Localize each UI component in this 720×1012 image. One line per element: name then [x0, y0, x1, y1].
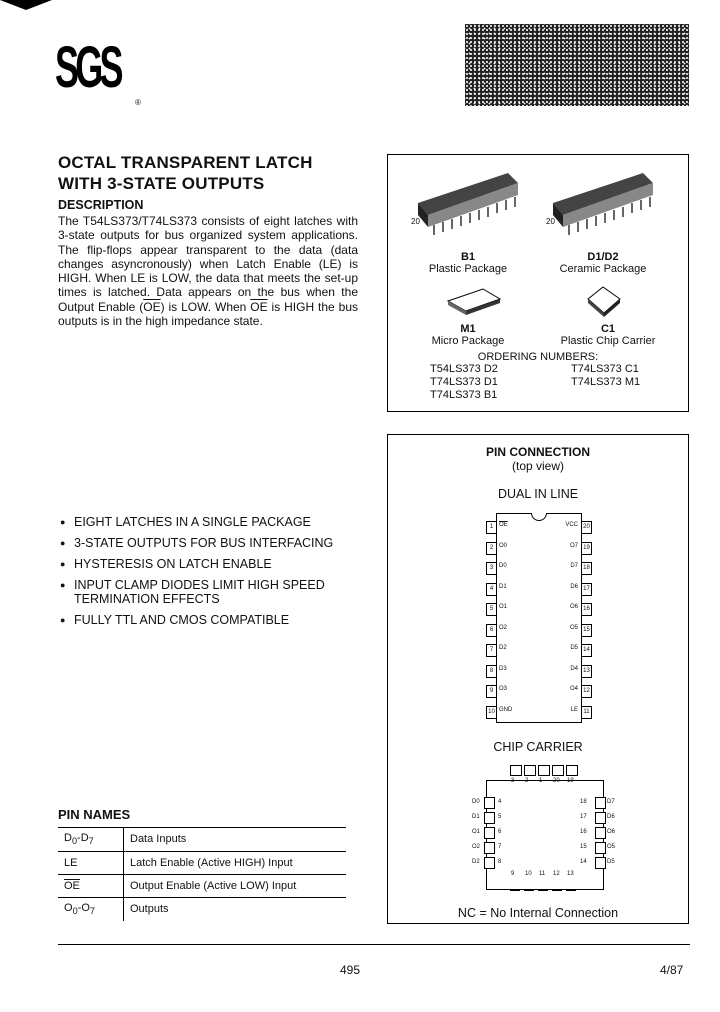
cc-left-pad: [484, 797, 495, 809]
cc-left-pad: [484, 827, 495, 839]
dil-pin-number: 12: [581, 685, 592, 698]
ordering-number: T74LS373 M1: [571, 376, 641, 388]
dil-pin-signal: O7: [569, 542, 578, 549]
dil-pin-number: 17: [581, 583, 592, 596]
pin20-label: 20: [411, 217, 420, 226]
dil-pin-number: 18: [581, 562, 592, 575]
cc-pin-number: 12: [553, 871, 560, 877]
pin-cell: LE: [58, 852, 124, 875]
feature-list: [60, 512, 333, 631]
dil-notch: [531, 513, 547, 521]
cc-pin-number: 14: [580, 859, 587, 865]
dil-pin-number: 10: [486, 706, 497, 719]
cc-top-pad: [510, 765, 522, 776]
registered-mark: ®: [135, 98, 141, 107]
dil-pin-signal: O4: [569, 686, 578, 692]
ordering-heading: ORDERING NUMBERS:: [477, 351, 599, 363]
dil-pin-signal: O2: [499, 624, 508, 631]
micro-package-icon: [448, 289, 500, 315]
cc-signal: O6: [607, 829, 616, 835]
dil-pin-number: 1: [486, 521, 497, 534]
desc-cell: Output Enable (Active LOW) Input: [124, 875, 347, 898]
feature-item: ● INPUT CLAMP DIODES LIMIT HIGH SPEED: [60, 575, 333, 596]
package-box: [387, 154, 689, 412]
dil-pin-signal: D7: [570, 563, 578, 569]
cc-bottom-pad: [538, 890, 548, 897]
dil-pin-number: 19: [581, 542, 592, 555]
cc-right-pad: [595, 797, 606, 809]
pin-names-heading: PIN NAMES: [58, 807, 131, 822]
cc-right-pad: [595, 827, 606, 839]
cc-pin-number: 9: [511, 871, 515, 877]
dil-pin-number: 14: [581, 644, 592, 657]
cc-pin-number: 10: [525, 871, 532, 877]
dil-pin-number: 7: [486, 644, 497, 657]
cc-signal: D5: [607, 859, 615, 865]
description-heading: DESCRIPTION: [58, 198, 144, 212]
cc-top-pad: [524, 765, 536, 776]
pin-connection-heading: PIN CONNECTION: [485, 445, 590, 459]
cc-top-pad: [552, 765, 564, 776]
dil-pin-number: 20: [581, 521, 592, 534]
desc-cell: Latch Enable (Active HIGH) Input: [124, 852, 347, 875]
dil-pin-number: 13: [581, 665, 592, 678]
cc-bottom-pad: [552, 890, 562, 897]
cc-top-pad: [538, 765, 550, 776]
cc-top-pad: [566, 765, 578, 776]
feature-item: ● FULLY TTL AND CMOS COMPATIBLE: [60, 610, 333, 631]
feature-item: ● EIGHT LATCHES IN A SINGLE PACKAGE: [60, 512, 333, 533]
dil-pin-signal: D5: [570, 645, 578, 651]
cc-signal: D6: [607, 814, 615, 820]
cc-pin-number: 15: [580, 844, 587, 850]
desc-cell: Outputs: [124, 898, 347, 922]
cc-pin-number: 20: [553, 778, 560, 784]
dip-d1-icon: [553, 173, 653, 235]
print-date: 4/87: [660, 963, 684, 977]
page-title: OCTAL TRANSPARENT LATCH WITH 3-STATE OUTPUTS: [58, 153, 313, 193]
dil-pin-signal: D0: [499, 563, 507, 569]
table-row: [58, 898, 346, 922]
dil-pin-signal: O6: [569, 604, 578, 610]
corner-mark: [0, 0, 52, 10]
cc-pin-number: 11: [539, 871, 546, 877]
cc-pin-number: 7: [498, 844, 502, 850]
ordering-number: T74LS373 C1: [571, 363, 639, 375]
cc-bottom-pad: [524, 890, 534, 897]
dil-pin-number: 8: [486, 665, 497, 678]
cc-pin-number: 13: [567, 871, 574, 877]
cc-signal: O2: [472, 844, 481, 850]
cc-left-pad: [484, 842, 495, 854]
dip-b1-icon: [418, 173, 518, 235]
cc-pin-number: 6: [498, 829, 502, 835]
cc-pin-number: 19: [567, 778, 574, 784]
ordering-number: T74LS373 B1: [430, 389, 498, 401]
cc-pin-number: 1: [539, 778, 543, 784]
table-row: [58, 852, 346, 875]
dil-pin-signal: D6: [570, 583, 578, 590]
chip-carrier-icon: [588, 287, 620, 317]
m1-caption: M1 Micro Package: [431, 323, 505, 347]
cc-pin-number: 3: [511, 778, 515, 784]
description-text: The T54LS373/T74LS373 consists of eight latches with 3-state outputs for bus organized system applications. The flip-flops appear transparent to the data (data changes asyncronously) when Latch Enable (LE) is HIGH. When LE is LOW, the data that meets the set-up times is latched. Data appears on the bus when the Output Enable $(\overline{OE})$ is LOW. When $\overline{OE}$ is HIGH the bus outputs is in the high impedance state.: [58, 214, 358, 329]
cc-left-pad: [484, 812, 495, 824]
dil-pin-number: 6: [486, 624, 497, 637]
page-number: 495: [340, 963, 361, 977]
cc-pin-number: 18: [580, 799, 587, 805]
stipple-graphic: [465, 24, 689, 106]
pin-connection-box: [387, 434, 689, 924]
dil-pin-signal: D1: [499, 583, 507, 590]
dil-pin-signal: GND: [499, 706, 513, 713]
cc-pin-number: 17: [580, 814, 587, 820]
feature-item: ● 3-STATE OUTPUTS FOR BUS INTERFACING: [60, 533, 333, 554]
cc-signal: D1: [472, 814, 480, 820]
dil-pin-number: 2: [486, 542, 497, 555]
dil-pin-signal: LE: [570, 706, 578, 713]
dil-pin-number: 16: [581, 603, 592, 616]
cc-signal: D2: [472, 859, 480, 865]
cc-signal: D7: [607, 799, 615, 805]
ordering-number: T74LS373 D1: [430, 376, 498, 388]
pin20-label: 20: [546, 217, 555, 226]
cc-bottom-pad: [566, 890, 576, 897]
cc-pin-number: 16: [580, 829, 587, 835]
b1-caption: B1 Plastic Package: [428, 251, 508, 275]
cc-right-pad: [595, 812, 606, 824]
ordering-number: T54LS373 D2: [430, 363, 498, 375]
dil-pin-signal: D3: [499, 665, 507, 672]
dil-pin-number: 15: [581, 624, 592, 637]
dil-pin-signal: O0: [499, 542, 508, 549]
pin-names-table: [58, 827, 346, 921]
dil-pin-signal: VCC: [565, 522, 578, 528]
dil-pin-number: 3: [486, 562, 497, 575]
chip-carrier-title: CHIP CARRIER: [493, 740, 583, 754]
cc-signal: O1: [472, 829, 481, 835]
table-row: [58, 875, 346, 898]
desc-cell: Data Inputs: [124, 828, 347, 852]
cc-pin-number: 8: [498, 859, 502, 865]
pin-cell: $O_0-O_7$: [58, 898, 124, 922]
dil-pin-signal: O3: [499, 686, 508, 692]
dil-pin-signal: $\overline{OE}$: [499, 522, 508, 528]
pin-cell: $D_0-D_7$: [58, 828, 124, 852]
dil-pin-signal: O1: [499, 604, 508, 610]
top-view-label: (top view): [511, 459, 564, 473]
nc-note: NC = No Internal Connection: [457, 906, 619, 920]
cc-signal: O5: [607, 844, 616, 850]
cc-left-pad: [484, 857, 495, 869]
dil-pin-number: 4: [486, 583, 497, 596]
cc-bottom-pad: [510, 890, 520, 897]
sgs-logo: SGS: [55, 35, 120, 100]
table-row: [58, 828, 346, 852]
cc-pin-number: 5: [498, 814, 502, 820]
feature-item-continued: TERMINATION EFFECTS: [74, 592, 220, 606]
dil-pin-signal: D2: [499, 645, 507, 651]
dil-pin-number: 9: [486, 685, 497, 698]
cc-signal: D0: [472, 799, 480, 805]
dil-title: DUAL IN LINE: [497, 487, 579, 501]
dil-pin-number: 5: [486, 603, 497, 616]
footer-rule: [58, 944, 690, 945]
cc-right-pad: [595, 857, 606, 869]
feature-item: ● HYSTERESIS ON LATCH ENABLE: [60, 554, 333, 575]
dil-pin-number: 11: [581, 706, 592, 719]
dil-pin-signal: D4: [570, 665, 578, 672]
cc-right-pad: [595, 842, 606, 854]
c1-caption: C1 Plastic Chip Carrier: [560, 323, 656, 347]
cc-pin-number: 4: [498, 799, 502, 805]
dil-pin-signal: O5: [569, 624, 578, 631]
pin-cell: $\overline{OE}$: [58, 875, 124, 898]
cc-pin-number: 2: [525, 778, 529, 784]
d1-caption: D1/D2 Ceramic Package: [559, 251, 647, 275]
